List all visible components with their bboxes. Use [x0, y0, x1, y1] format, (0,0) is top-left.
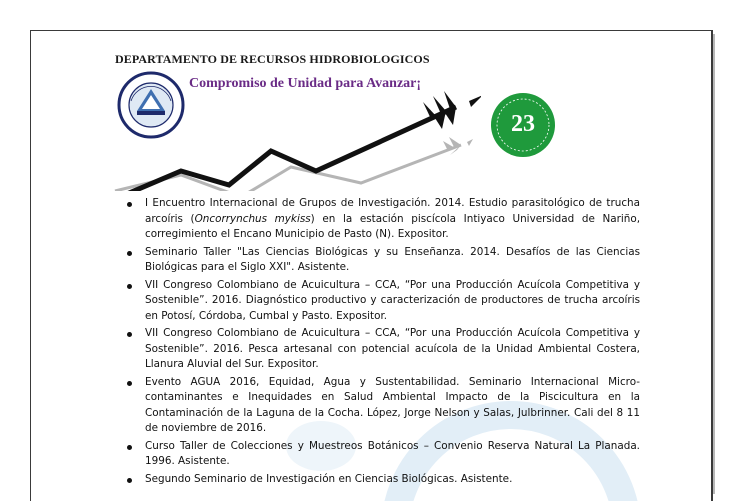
list-item	[125, 326, 640, 373]
item-text: I Encuentro Internacional de Grupos de Investigación. 2014. Estudio parasitológico de trucha arcoíris (	[145, 197, 640, 225]
list-item	[125, 375, 640, 437]
list-item	[125, 196, 640, 243]
list-item	[125, 278, 640, 325]
university-logo	[117, 71, 185, 139]
department-heading: DEPARTAMENTO DE RECURSOS HIDROBIOLOGICOS	[115, 52, 430, 66]
gray-arrow-line	[115, 145, 461, 191]
item-species-name: Oncorrynchus mykiss	[194, 212, 311, 225]
black-arrow-feathers	[423, 91, 481, 129]
list-item	[125, 472, 640, 488]
item-text: Seminario Taller "Las Ciencias Biológicas y su Enseñanza. 2014. Desafíos de las Ciencias Biológicas para el Siglo XXI". Asistente.	[145, 245, 640, 273]
list-item	[125, 245, 640, 276]
anniversary-badge	[489, 91, 557, 159]
item-text: Segundo Seminario de Investigación en Ciencias Biológicas. Asistente.	[145, 472, 513, 485]
item-text: VII Congreso Colombiano de Acuicultura – CCA, “Por una Producción Acuícola Competitiva y Sostenible”. 2016. Diagnóstico productivo y caracterización de productores de trucha arcoíris en Potosí, Córdoba, Cumbal y Pasto. Expositor.	[145, 278, 640, 322]
activities-list	[125, 196, 640, 489]
badge-number: 23	[511, 111, 535, 137]
motto-text: Compromiso de Unidad para Avanzar¡	[189, 76, 422, 91]
item-text: VII Congreso Colombiano de Acuicultura – CCA, “Por una Producción Acuícola Competitiva y Sostenible”. 2016. Pesca artesanal con potencial acuícola de la Unidad Ambiental Costera, Llanura Aluvial del Sur. Expositor.	[145, 327, 640, 370]
item-text: Curso Taller de Colecciones y Muestreos Botánicos – Convenio Reserva Natural La Planada. 1996. Asistente.	[145, 439, 640, 467]
item-text: Evento AGUA 2016, Equidad, Agua y Sustentabilidad. Seminario Internacional Micro-contaminantes e Inequidades en Salud Ambiental Impacto de la Piscicultura en la Contaminación de la Laguna de la Cocha. López, Jorge Nelson y Salas, Julbrinner. Cali del 8 11 de noviembre de 2016.	[145, 375, 640, 434]
document-page	[30, 30, 713, 501]
list-item	[125, 439, 640, 470]
item-text-continued: ) en la estación piscícola Intiyaco Universidad de Nariño, corregimiento el Encano Municipio de Pasto (N). Expositor.	[145, 212, 641, 240]
